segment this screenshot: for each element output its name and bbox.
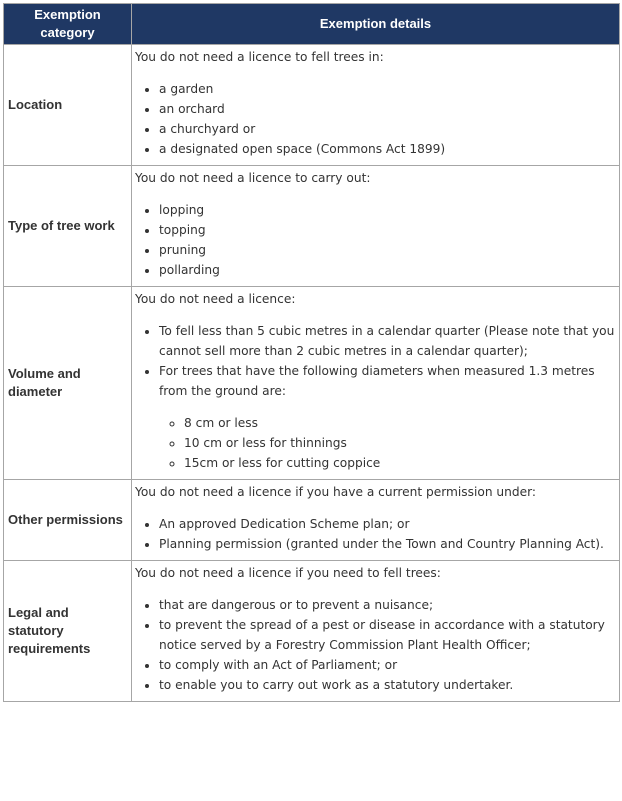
header-exemption-category: Exemption category <box>4 4 132 45</box>
sub-bullet-list <box>159 413 615 473</box>
category-cell: Other permissions <box>4 480 132 561</box>
header-row <box>4 4 620 45</box>
sub-list-item: ◦ 8 cm or less <box>184 413 615 433</box>
bullet-list <box>135 514 615 554</box>
details-intro: You do not need a licence if you need to fell trees: <box>135 566 441 580</box>
list-item: • Planning permission (granted under the Town and Country Planning Act). <box>159 534 615 554</box>
list-item: • to comply with an Act of Parliament; or <box>159 655 615 675</box>
list-item: • pruning <box>159 240 615 260</box>
details-cell <box>132 166 620 287</box>
sub-list-item: ◦ 10 cm or less for thinnings <box>184 433 615 453</box>
list-item: • pollarding <box>159 260 615 280</box>
list-item: • To fell less than 5 cubic metres in a calendar quarter (Please note that you cannot sell more than 2 cubic metres in a calendar quarter); <box>159 321 615 361</box>
exemptions-table <box>3 3 620 702</box>
bullet-list <box>135 321 615 473</box>
details-intro: You do not need a licence to fell trees in: <box>135 50 384 64</box>
list-item: • an orchard <box>159 99 615 119</box>
list-item: • a designated open space (Commons Act 1899) <box>159 139 615 159</box>
list-item: • lopping <box>159 200 615 220</box>
list-item: • that are dangerous or to prevent a nuisance; <box>159 595 615 615</box>
table-row-other-permissions <box>4 480 620 561</box>
category-cell: Type of tree work <box>4 166 132 287</box>
category-cell: Location <box>4 45 132 166</box>
bullet-list <box>135 79 615 159</box>
list-item: • to prevent the spread of a pest or disease in accordance with a statutory notice served by a Forestry Commission Plant Health Officer; <box>159 615 615 655</box>
header-exemption-details: Exemption details <box>132 4 620 45</box>
table-row-location <box>4 45 620 166</box>
details-intro: You do not need a licence to carry out: <box>135 171 371 185</box>
bullet-list <box>135 595 615 695</box>
list-item: • a churchyard or <box>159 119 615 139</box>
list-item: • a garden <box>159 79 615 99</box>
list-item-text: For trees that have the following diameters when measured 1.3 metres from the ground are: <box>159 364 595 398</box>
table-row-volume-and-diameter <box>4 287 620 480</box>
category-cell: Legal and statutory requirements <box>4 561 132 702</box>
list-item: • topping <box>159 220 615 240</box>
details-intro: You do not need a licence: <box>135 292 296 306</box>
table-row-legal-and-statutory <box>4 561 620 702</box>
details-cell <box>132 561 620 702</box>
list-item: • to enable you to carry out work as a statutory undertaker. <box>159 675 615 695</box>
list-item: • An approved Dedication Scheme plan; or <box>159 514 615 534</box>
bullet-list <box>135 200 615 280</box>
details-cell <box>132 480 620 561</box>
details-cell <box>132 287 620 480</box>
category-cell: Volume and diameter <box>4 287 132 480</box>
table-row-type-of-tree-work <box>4 166 620 287</box>
list-item <box>159 361 615 473</box>
sub-list-item: ◦ 15cm or less for cutting coppice <box>184 453 615 473</box>
details-cell <box>132 45 620 166</box>
details-intro: You do not need a licence if you have a current permission under: <box>135 485 537 499</box>
